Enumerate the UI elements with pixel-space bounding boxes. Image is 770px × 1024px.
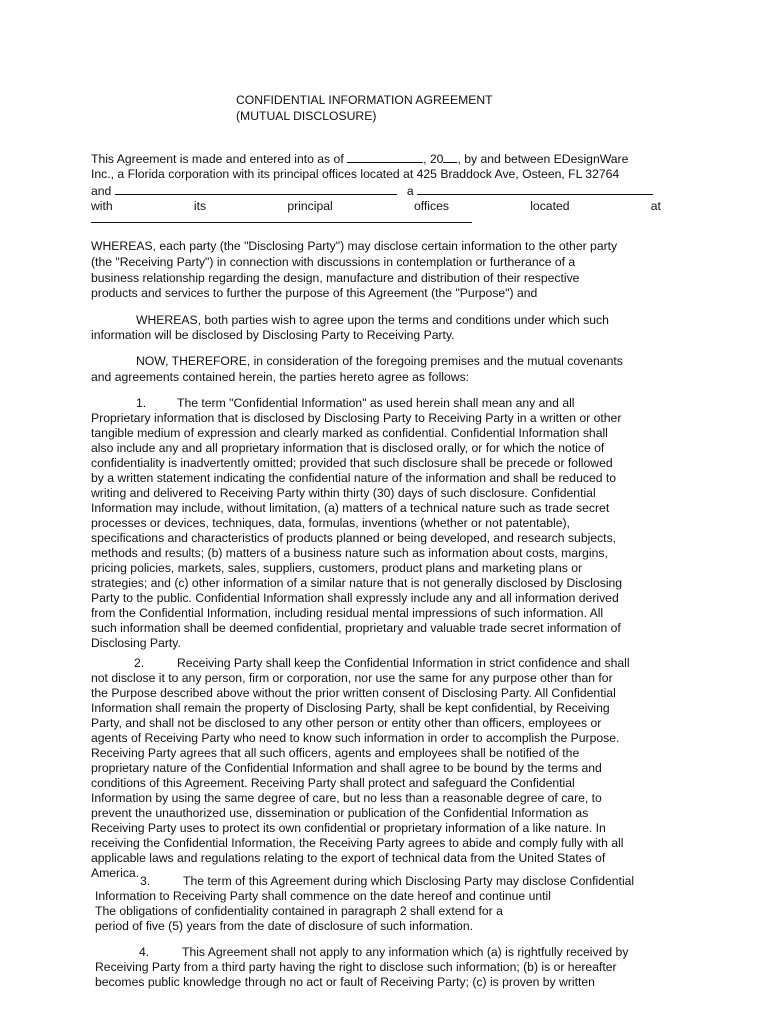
para-2-line: Information shall remain the property of Disclosing Party, shall be kept confidential, by Receiving: [91, 701, 610, 715]
whereas-2-line: information will be disclosed by Disclosing Party to Receiving Party.: [91, 328, 455, 342]
para-3-line: period of five (5) years from the date of disclosure of such information.: [95, 919, 473, 933]
address-blank[interactable]: [91, 211, 472, 223]
whereas-2-line: WHEREAS, both parties wish to agree upon the terms and conditions under which such: [136, 313, 609, 327]
para-2-line: prevent the unauthorized use, dissemination or publication of the Confidential Information as: [91, 806, 589, 820]
whereas-1-line: (the "Receiving Party") in connection with discussions in contemplation or furtherance of a: [91, 255, 576, 269]
para-4-first-line: This Agreement shall not apply to any information which (a) is rightfully received by: [182, 945, 629, 959]
now-therefore-line: NOW, THEREFORE, in consideration of the foregoing premises and the mutual covenants: [136, 354, 623, 368]
para-2-line: Party, and shall not be disclosed to any other person or entity other than officers, employees or: [91, 716, 602, 730]
para-1-line: pricing policies, markets, sales, suppliers, customers, product plans and marketing plans or: [91, 561, 583, 575]
para-2-number: 2.: [134, 656, 145, 670]
para-1-line: also include any and all proprietary information that is disclosed orally, or for which the notice of: [91, 441, 605, 455]
para-3-line: The obligations of confidentiality contained in paragraph 2 shall extend for a: [95, 904, 503, 918]
para-4-line: becomes public knowledge through no act or fault of Receiving Party; (c) is proven by written: [95, 975, 595, 989]
intro-line-4: with its principal offices located at: [91, 199, 661, 213]
intro-line-3: and a: [91, 183, 653, 200]
para-2-line: the Purpose described above without the prior written consent of Disclosing Party. All Confidential: [91, 686, 616, 700]
para-1-line: Party to the public. Confidential Information shall expressly include any and all information derived: [91, 591, 619, 605]
party-name-blank[interactable]: [115, 183, 397, 195]
para-1-line: confidentiality is inadvertently omitted; provided that such disclosure shall be precede or followed: [91, 456, 613, 470]
agreement-title: CONFIDENTIAL INFORMATION AGREEMENT: [236, 93, 493, 107]
para-2-line: agents of Receiving Party who need to know such information in order to accomplish the Purpose.: [91, 731, 620, 745]
whereas-1-line: products and services to further the purpose of this Agreement (the "Purpose") and: [91, 286, 538, 300]
date-blank[interactable]: [347, 151, 423, 163]
para-2-line: proprietary nature of the Confidential Information and shall agree to be bound by the terms and: [91, 761, 602, 775]
para-4-number: 4.: [139, 945, 150, 959]
para-2-line: Information by using the same degree of care, but no less than a reasonable degree of care, to: [91, 791, 602, 805]
para-3-number: 3.: [140, 874, 151, 888]
party-type-blank[interactable]: [417, 183, 653, 195]
para-1-number: 1.: [136, 396, 147, 410]
para-1-line: methods and results; (b) matters of a business nature such as information about costs, margins,: [91, 546, 608, 560]
intro-line-2: Inc., a Florida corporation with its principal offices located at 425 Braddock Ave, Osteen, FL 32764: [91, 167, 620, 181]
para-1-line: processes or devices, techniques, data, formulas, inventions (whether or not patentable),: [91, 516, 570, 530]
para-1-line: Information may include, without limitation, (a) matters of a technical nature such as trade secret: [91, 501, 610, 515]
intro-line-1: This Agreement is made and entered into as of , 20 , by and between EDesignWare: [91, 152, 629, 166]
para-2-first-line: Receiving Party shall keep the Confidential Information in strict confidence and shall: [177, 656, 630, 670]
para-1-line: Proprietary information that is disclosed by Disclosing Party to Receiving Party in a written or other: [91, 411, 622, 425]
para-2-line: conditions of this Agreement. Receiving Party shall protect and safeguard the Confidential: [91, 776, 575, 790]
para-2-line: America.: [91, 866, 140, 880]
para-2-line: Receiving Party uses to protect its own confidential or proprietary information of a like nature. In: [91, 821, 606, 835]
para-1-line: strategies; and (c) other information of a similar nature that is not generally disclosed by Disclosing: [91, 576, 623, 590]
para-2-line: not disclose it to any person, firm or corporation, nor use the same for any purpose other than for: [91, 671, 613, 685]
para-1-line: tangible medium of expression and clearly marked as confidential. Confidential Information shall: [91, 426, 608, 440]
para-3-line: Information to Receiving Party shall commence on the date hereof and continue until: [95, 889, 551, 903]
para-1-line: such information shall be deemed confidential, proprietary and valuable trade secret information of: [91, 621, 621, 635]
para-3-first-line: The term of this Agreement during which Disclosing Party may disclose Confidential: [183, 874, 635, 888]
para-1-line: Disclosing Party.: [91, 636, 181, 650]
para-4-line: Receiving Party from a third party having the right to disclose such information; (b) is or hereafter: [95, 960, 617, 974]
para-1-line: from the Confidential Information, including residual mental impressions of such information. All: [91, 606, 604, 620]
para-1-line: writing and delivered to Receiving Party within thirty (30) days of such disclosure. Confidential: [91, 486, 596, 500]
para-2-line: Receiving Party agrees that all such officers, agents and employees shall be notified of the: [91, 746, 580, 760]
para-1-line: by a written statement indicating the confidential nature of the information and shall be reduced to: [91, 471, 617, 485]
para-2-line: applicable laws and regulations relating to the export of technical data from the United States of: [91, 851, 606, 865]
now-therefore-line: and agreements contained herein, the parties hereto agree as follows:: [91, 370, 470, 384]
agreement-subtitle: (MUTUAL DISCLOSURE): [236, 109, 377, 123]
whereas-1-line: business relationship regarding the design, manufacture and distribution of their respective: [91, 271, 580, 285]
whereas-1-line: WHEREAS, each party (the "Disclosing Party") may disclose certain information to the other party: [91, 239, 618, 253]
para-2-line: receiving the Confidential Information, the Receiving Party agrees to abide and comply fully with all: [91, 836, 624, 850]
intro-line-5: [91, 211, 472, 228]
para-1-line: specifications and characteristics of products planned or being developed, and research subjects,: [91, 531, 617, 545]
para-1-first-line: The term "Confidential Information" as used herein shall mean any and all: [177, 396, 575, 410]
year-blank[interactable]: [443, 151, 457, 163]
